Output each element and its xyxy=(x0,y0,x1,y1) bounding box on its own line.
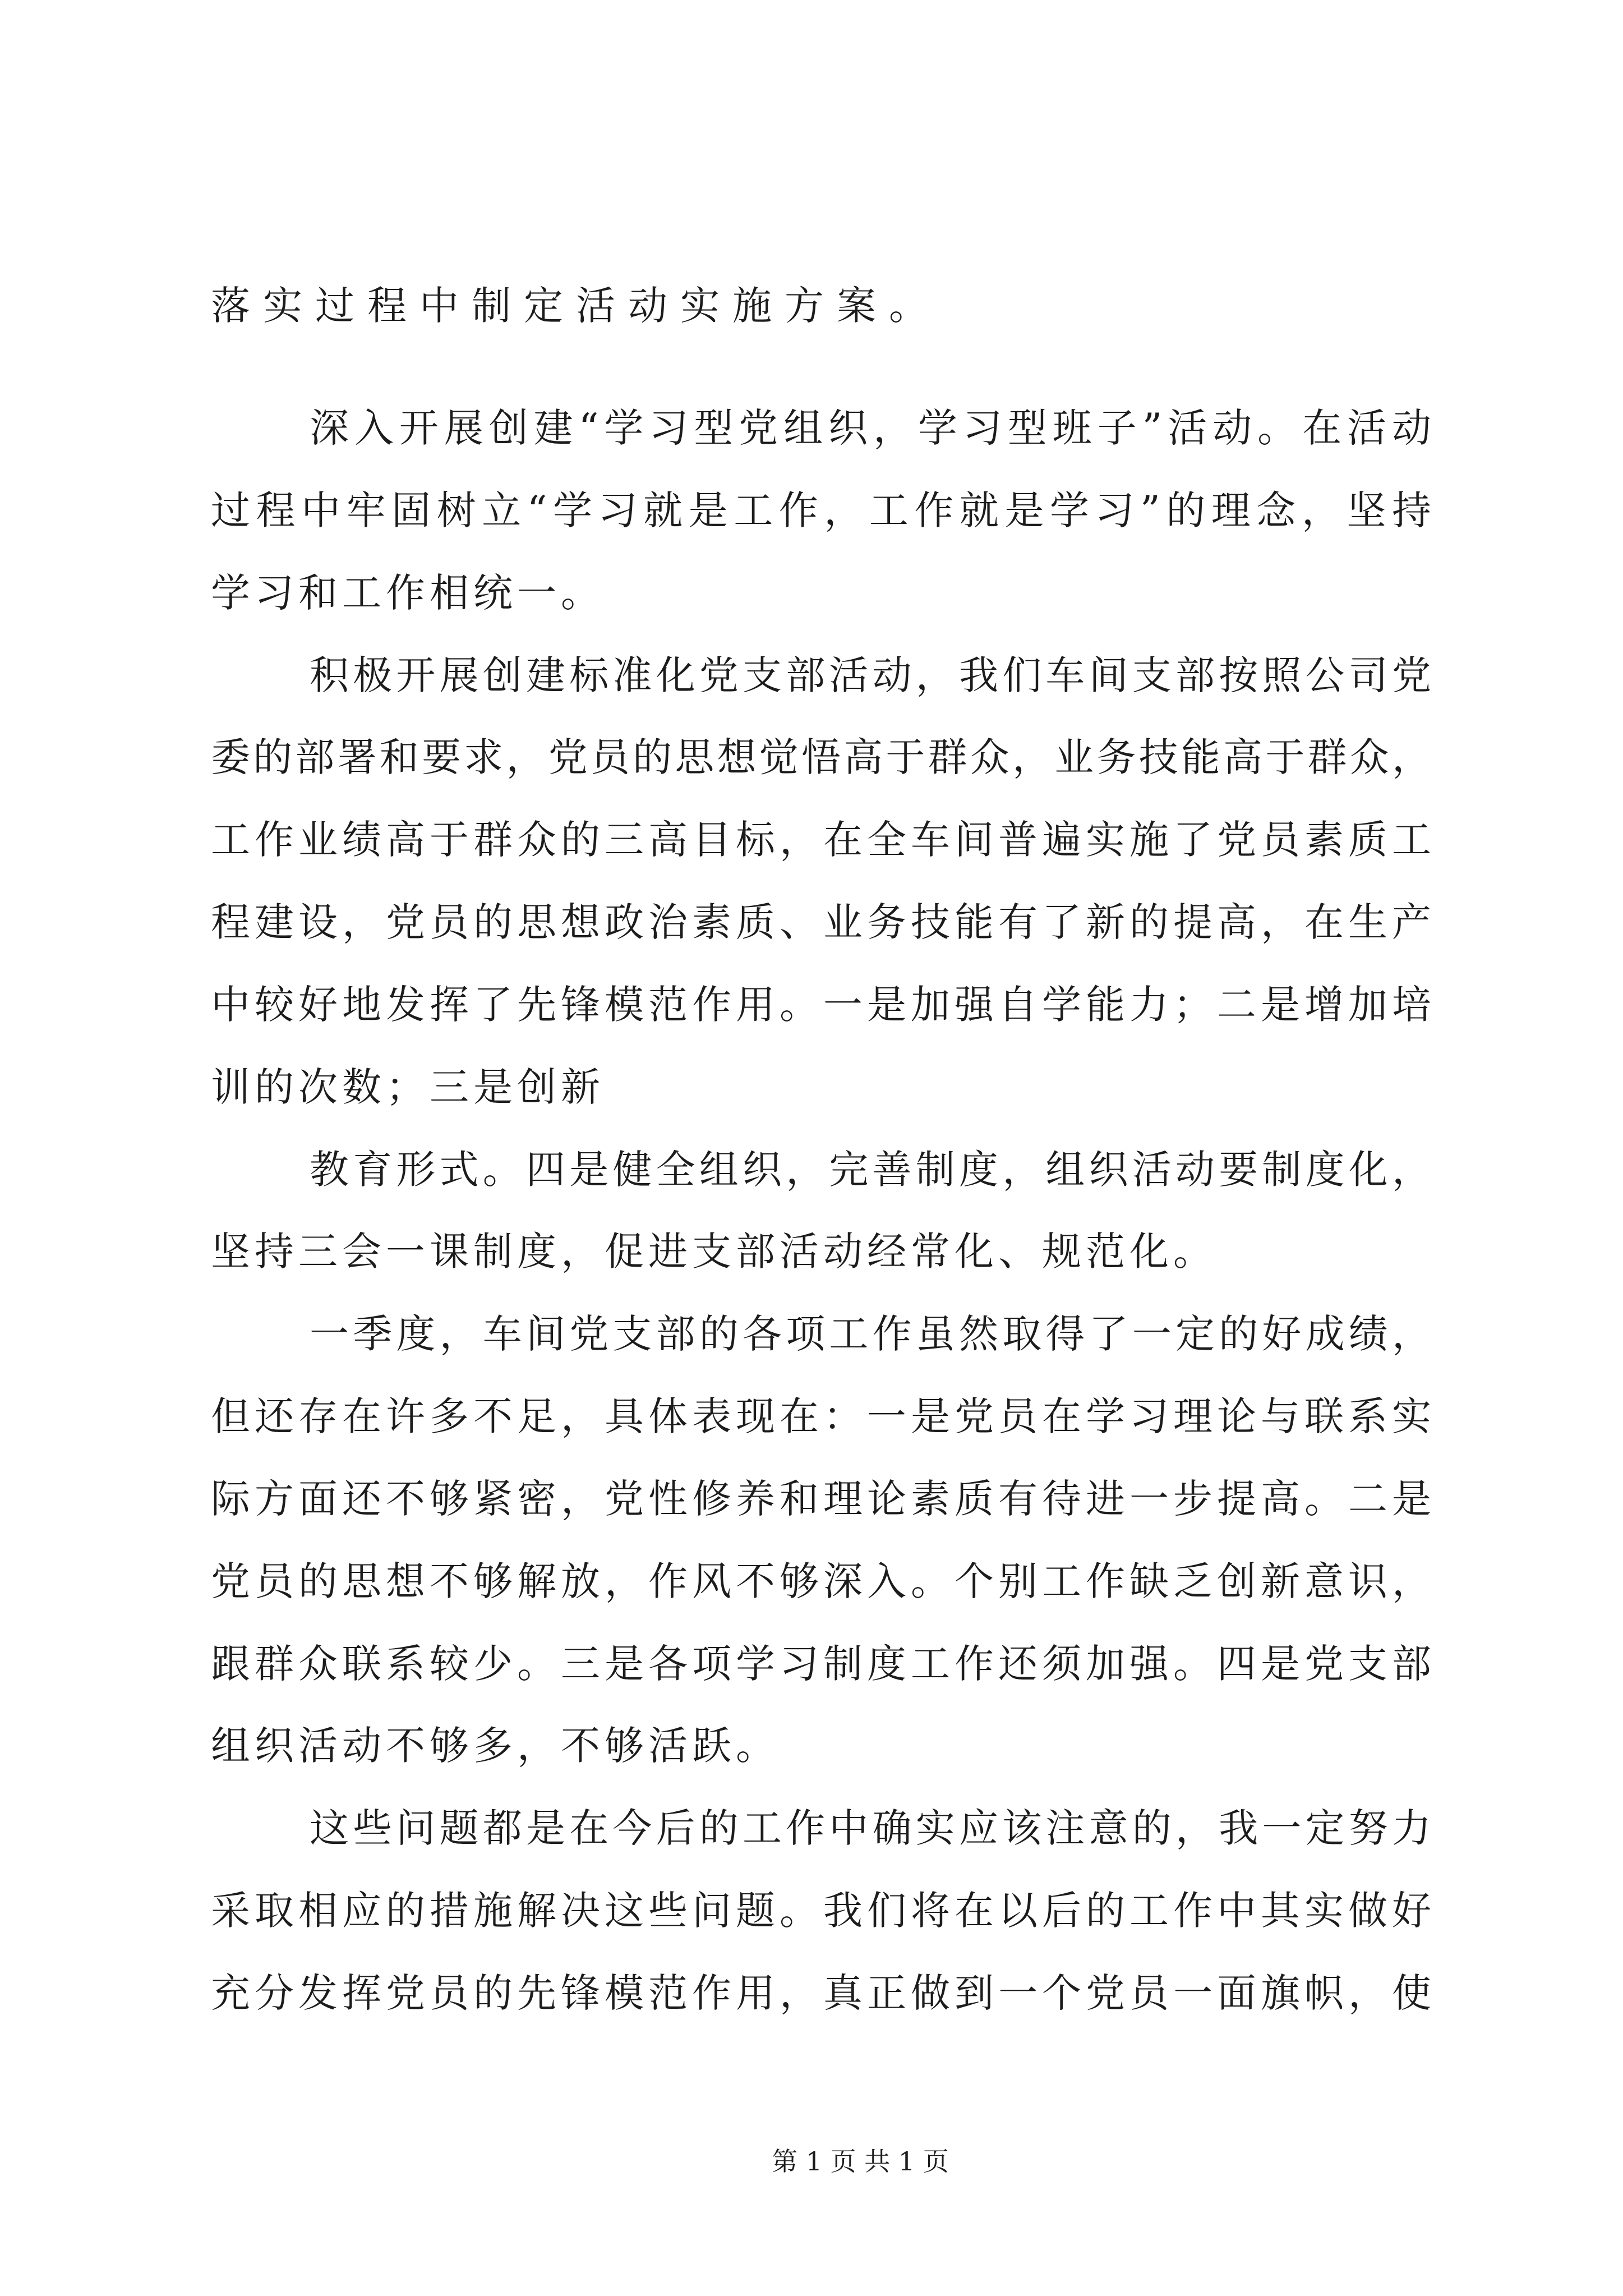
paragraph-line: 采取相应的措施解决这些问题。我们将在以后的工作中其实做好 xyxy=(211,1888,1431,1934)
paragraph-line: 党员的思想不够解放，作风不够深入。个别工作缺乏创新意识， xyxy=(211,1558,1431,1604)
paragraph-line: 坚持三会一课制度，促进支部活动经常化、规范化。 xyxy=(211,1228,1217,1274)
paragraph-line: 充分发挥党员的先锋模范作用，真正做到一个党员一面旗帜，使 xyxy=(211,1970,1431,2016)
paragraph-line: 组织活动不够多，不够活跃。 xyxy=(211,1723,780,1769)
paragraph-line: 落实过程中制定活动实施方案。 xyxy=(211,283,941,329)
paragraph-line: 训的次数；三是创新 xyxy=(211,1064,605,1110)
paragraph-line: 委的部署和要求，党员的思想觉悟高于群众，业务技能高于群众， xyxy=(211,734,1431,780)
paragraph-line: 过程中牢固树立“学习就是工作，工作就是学习”的理念，坚持 xyxy=(211,487,1431,533)
paragraph-line: 学习和工作相统一。 xyxy=(211,570,605,616)
paragraph-line: 中较好地发挥了先锋模范作用。一是加强自学能力；二是增加培 xyxy=(211,982,1431,1028)
paragraph-line: 教育形式。四是健全组织，完善制度，组织活动要制度化， xyxy=(310,1147,1431,1193)
paragraph-line: 积极开展创建标准化党支部活动，我们车间支部按照公司党 xyxy=(310,652,1431,698)
paragraph-line: 工作业绩高于群众的三高目标，在全车间普遍实施了党员素质工 xyxy=(211,817,1431,863)
paragraph-line: 际方面还不够紧密，党性修养和理论素质有待进一步提高。二是 xyxy=(211,1476,1431,1522)
paragraph-line: 跟群众联系较少。三是各项学习制度工作还须加强。四是党支部 xyxy=(211,1641,1431,1687)
paragraph-line: 程建设，党员的思想政治素质、业务技能有了新的提高，在生产 xyxy=(211,899,1431,945)
paragraph-line: 深入开展创建“学习型党组织，学习型班子”活动。在活动 xyxy=(310,405,1431,451)
paragraph-line: 一季度，车间党支部的各项工作虽然取得了一定的好成绩， xyxy=(310,1311,1431,1357)
page-number-footer: 第 1 页 共 1 页 xyxy=(772,2146,949,2177)
paragraph-line: 但还存在许多不足，具体表现在：一是党员在学习理论与联系实 xyxy=(211,1393,1431,1439)
paragraph-line: 这些问题都是在今后的工作中确实应该注意的，我一定努力 xyxy=(310,1805,1431,1851)
